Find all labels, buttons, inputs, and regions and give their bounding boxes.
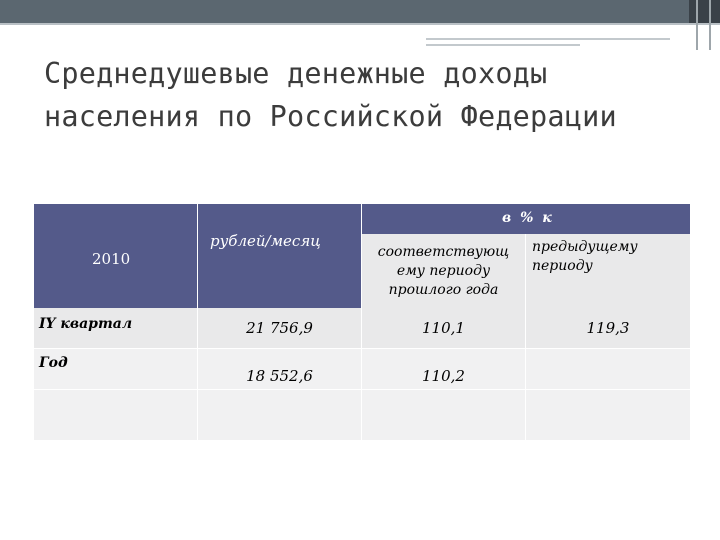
decor-vline (709, 0, 711, 50)
income-table (34, 204, 690, 440)
header-year-cell (34, 204, 198, 308)
row-label: IY квартал (34, 308, 198, 348)
top-bar-rule (0, 23, 720, 25)
year-label: 2010 (92, 250, 131, 268)
row-rub-value: 18 552,6 (198, 349, 362, 389)
empty-cell (526, 390, 690, 440)
empty-cell (34, 390, 198, 440)
empty-cell (198, 390, 362, 440)
row-prev-period-value (526, 349, 690, 389)
decor-line (426, 38, 670, 40)
subheader-prev-year: соответствующ ему периоду прошлого года (362, 234, 526, 308)
row-prev-period-value: 119,3 (526, 308, 690, 348)
decor-vline (696, 0, 698, 50)
row-prev-year-value: 110,2 (362, 349, 526, 389)
rub-label: рублей/месяц (210, 232, 321, 250)
top-bar (0, 0, 720, 23)
row-prev-year-value: 110,1 (362, 308, 526, 348)
header-percent-cell (362, 204, 690, 234)
row-rub-value: 21 756,9 (198, 308, 362, 348)
subheader-prev-period: предыдущему периоду (526, 234, 690, 308)
decor-line (426, 44, 580, 46)
empty-cell (362, 390, 526, 440)
row-label: Год (34, 349, 198, 389)
page-title: Среднедушевые денежные доходы населения по Российской Федерации (44, 57, 617, 133)
header-rub-cell (198, 204, 362, 308)
percent-label: в % к (502, 210, 554, 226)
top-bar-corner (689, 0, 720, 23)
